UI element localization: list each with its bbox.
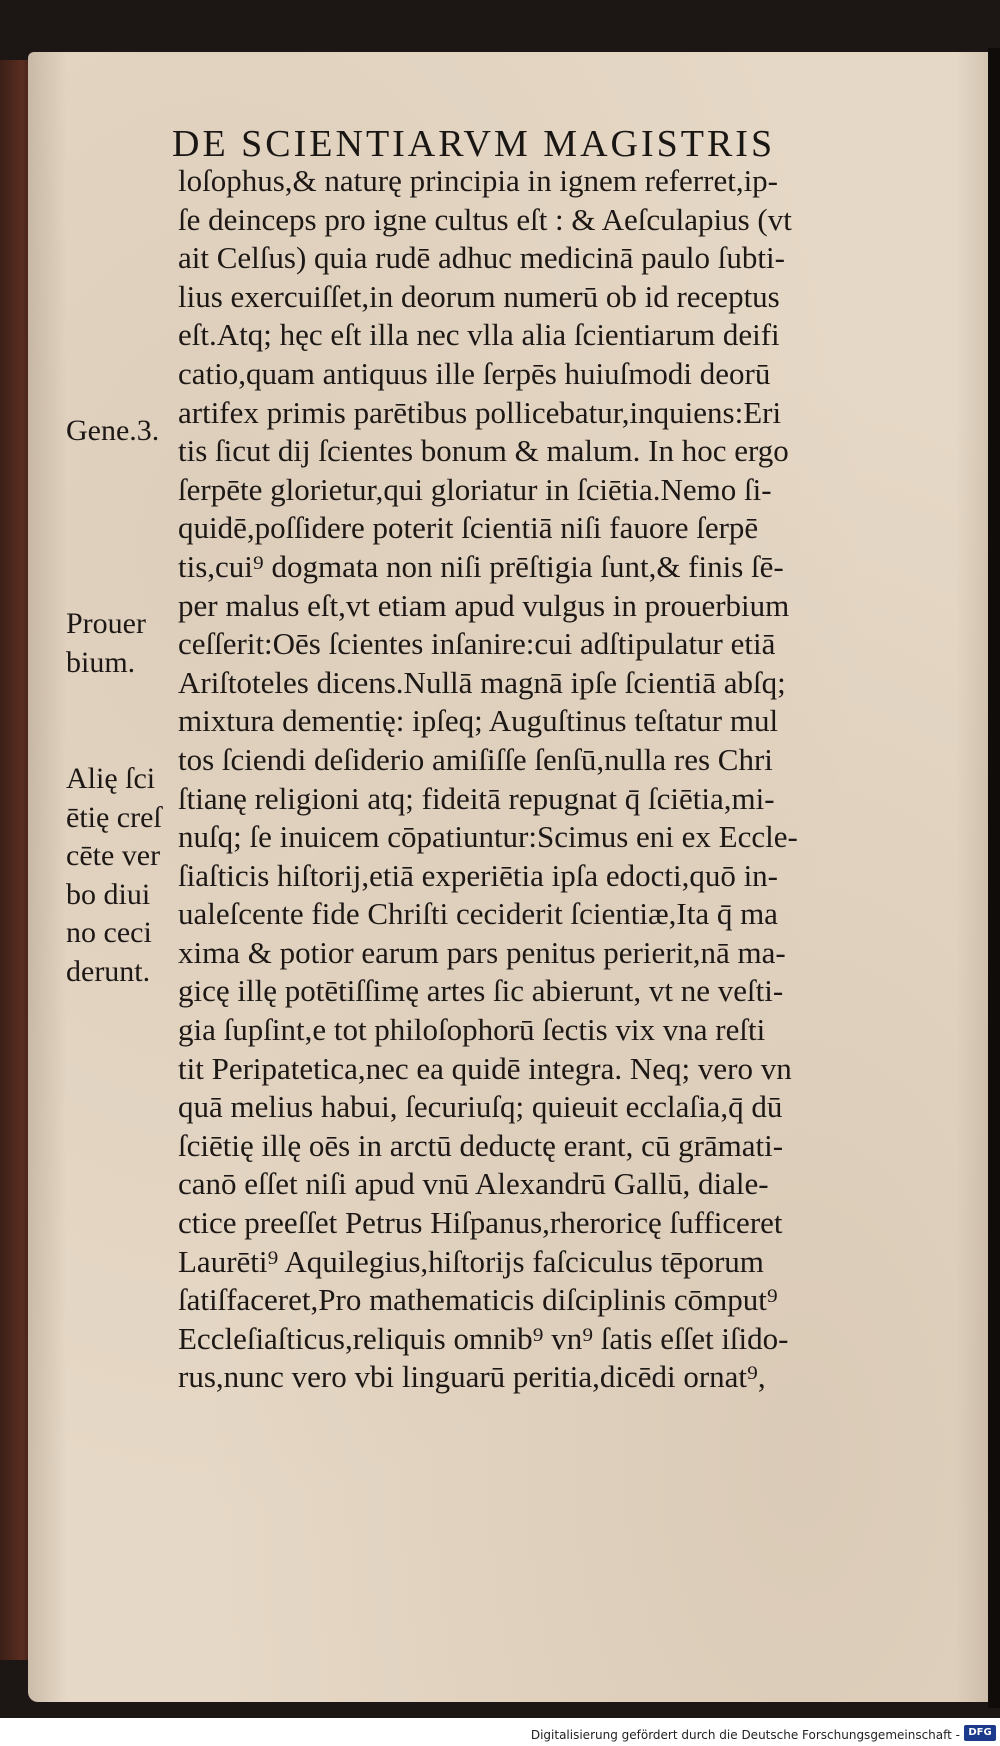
body-text [178, 162, 918, 1397]
text-line: ſe deinceps pro igne cultus eſt : & Aeſculapius (vt [178, 201, 792, 237]
text-line: ſiaſticis hiſtorij,etiā experiētia ipſa edocti,quō in- [178, 857, 779, 893]
text-line: quidē,poſſidere poterit ſcientiā niſi fauore ſerpē [178, 510, 759, 546]
margin-note-line: Prouer [66, 607, 146, 640]
margin-note-proverbium [66, 605, 146, 682]
text-line: artifex primis parētibus pollicebatur,inquiens:Eri [178, 394, 782, 430]
text-line: tos ſciendi deſiderio amiſiſſe ſenſū,nulla res Chri [178, 741, 773, 777]
text-line: gicę illę potētiſſimę artes ſic abierunt, vt ne veſti- [178, 973, 784, 1009]
text-line: Eccleſiaſticus,reliquis omnib⁹ vn⁹ ſatis eſſet iſido- [178, 1320, 789, 1356]
text-line: ſciētię illę oēs in arctū deductę erant, cū grāmati- [178, 1127, 784, 1163]
margin-note-line: bo diui [66, 877, 151, 911]
text-line: quā melius habui, ſecuriuſq; quieuit ecclaſia,q̄ dū [178, 1089, 783, 1125]
dfg-logo-icon: DFG [964, 1725, 996, 1741]
margin-note-line: Gene.3. [66, 414, 160, 447]
text-line: per malus eſt,vt etiam apud vulgus in prouerbium [178, 587, 790, 623]
text-line: gia ſupſint,e tot philoſophorū ſectis vix vna reſti [178, 1012, 766, 1048]
funding-credit: Digitalisierung gefördert durch die Deutsche Forschungsgemeinschaft - [530, 1728, 960, 1742]
text-line: rus,nunc vero vbi linguarū peritia,dicēdi ornat⁹, [178, 1359, 766, 1395]
text-line: ait Celſus) quia rudē adhuc medicinā paulo ſubti- [178, 240, 785, 276]
text-line: Ariſtoteles dicens.Nullā magnā ipſe ſcientiā abſq; [178, 664, 786, 700]
text-line: lius exercuiſſet,in deorum numerū ob id receptus [178, 278, 780, 314]
margin-note-line: ētię creſ [66, 800, 162, 834]
text-line: tis,cui⁹ dogmata non niſi prēſtigia ſunt,& finis ſē- [178, 548, 784, 584]
text-line: mixtura dementię: ipſeq; Auguſtinus teſtatur mul [178, 703, 779, 739]
margin-note-line: derunt. [66, 954, 151, 988]
page-right-edge [988, 48, 1000, 1708]
margin-note-genesis [66, 412, 159, 451]
running-head: DE SCIENTIARVM MAGISTRIS [172, 123, 776, 165]
margin-note-line: cēte ver [66, 839, 161, 873]
text-line: tit Peripatetica,nec ea quidē integra. Neq; vero vn [178, 1050, 792, 1086]
text-line: Laurēti⁹ Aquilegius,hiſtorijs faſciculus tēporum [178, 1243, 764, 1279]
text-line: ſtianę religioni atq; fideitā repugnat q̄ ſciētia,mi- [178, 780, 775, 816]
text-line: ſerpēte glorietur,qui gloriatur in ſciētia.Nemo ſi- [178, 471, 772, 507]
text-line: catio,quam antiquus ille ſerpēs huiuſmodi deorū [178, 355, 771, 391]
text-line: ſatiſfaceret,Pro mathematicis diſciplinis cōmput⁹ [178, 1282, 778, 1318]
text-line: ctice preeſſet Petrus Hiſpanus,rheroricę ſufficeret [178, 1205, 783, 1241]
text-line: ualeſcente fide Chriſti ceciderit ſcientiæ,Ita q̄ ma [178, 896, 778, 932]
text-line: loſophus,& naturę principia in ignem referret,ip- [178, 163, 779, 198]
margin-note-line: bium. [66, 645, 136, 679]
margin-note-line: no ceci [66, 916, 152, 950]
text-line: nuſq; ſe inuicem cōpatiuntur:Scimus eni ex Eccle- [178, 819, 798, 855]
margin-note-line: Alię ſci [66, 762, 156, 795]
text-line: ceſſerit:Oēs ſcientes inſanire:cui adſtipulatur etiā [178, 626, 776, 662]
margin-note-aliae-scientiae [66, 760, 162, 992]
text-line: eſt.Atq; hęc eſt illa nec vlla alia ſcientiarum deifi [178, 317, 780, 353]
text-line: xima & potior earum pars penitus perierit,nā ma- [178, 934, 786, 970]
text-line: tis ſicut dij ſcientes bonum & malum. In hoc ergo [178, 433, 789, 469]
text-line: canō eſſet niſi apud vnū Alexandrū Gallū, diale- [178, 1166, 769, 1202]
